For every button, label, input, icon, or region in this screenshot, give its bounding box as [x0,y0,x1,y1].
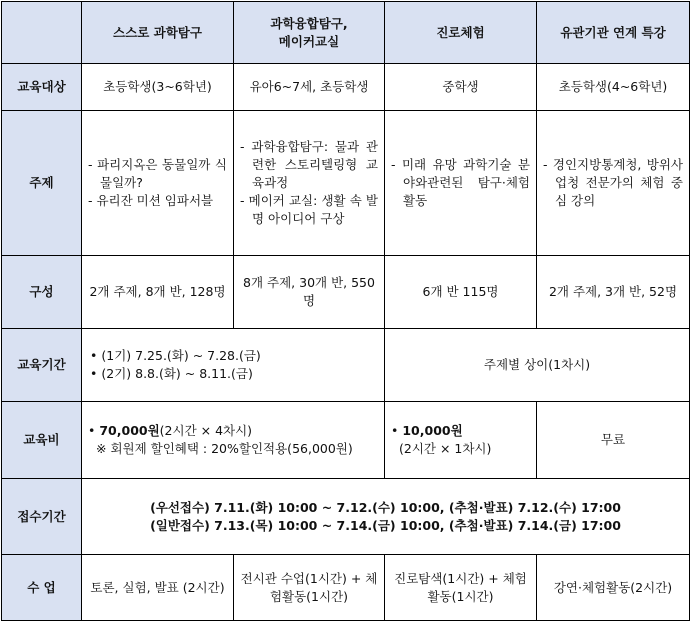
class-c1: 토론, 실험, 발표 (2시간) [82,555,234,621]
composition-c1: 2개 주제, 8개 반, 128명 [82,256,234,329]
fee-c12-detail: (2시간 × 4차시) [159,423,253,438]
reception-line2: (일반접수) 7.13.(목) 10:00 ~ 7.14.(금) 10:00, (추첨·발표) 7.14.(금) 17:00 [150,517,621,533]
header-self-science: 스스로 과학탐구 [82,2,234,64]
row-reception [2,479,690,555]
header-career: 진로체험 [385,2,537,64]
fee-c3 [385,402,537,479]
topic-c2 [234,111,385,256]
topic-c2-item: - 메이커 교실: 생활 속 발명 아이디어 구상 [240,193,379,226]
program-table [1,1,690,621]
label-topic: 주제 [2,111,82,256]
label-reception: 접수기간 [2,479,82,555]
class-c4: 강연·체험활동(2시간) [537,555,690,621]
topic-c1 [82,111,234,256]
target-c1: 초등학생(3~6학년) [82,64,234,111]
composition-c3: 6개 반 115명 [385,256,537,329]
topic-c3-item: - 미래 유망 과학기술 분야와관련된 탐구·체험활동 [391,157,530,208]
topic-c3 [385,111,537,256]
composition-c2: 8개 주제, 30개 반, 550명 [234,256,385,329]
label-composition: 구성 [2,256,82,329]
header-convergence [234,2,385,64]
topic-c2-item: - 과학융합탐구: 물과 관련한 스토리텔링형 교육과정 [240,139,378,190]
fee-c3-amount: 10,000원 [402,423,463,438]
row-topic [2,111,690,256]
header-convergence-line2: 메이커교실 [278,33,340,49]
topic-c1-item: - 파리지옥은 동물일까 식물일까? [88,157,227,190]
reception-line1: (우선접수) 7.11.(화) 10:00 ~ 7.12.(수) 10:00, (추첨·발표) 7.12.(수) 17:00 [150,499,621,515]
fee-c3-detail: (2시간 × 1차시) [399,441,492,456]
topic-c4-item: - 경인지방통계청, 방위사업청 전문가의 체험 중심 강의 [543,157,683,208]
header-special-lecture: 유관기관 연계 특강 [537,2,690,64]
label-fee: 교육비 [2,402,82,479]
period-item: • (2기) 8.8.(화) ~ 8.11.(금) [100,365,378,383]
row-fee [2,402,690,479]
fee-c12 [82,402,385,479]
row-period [2,329,690,402]
target-c2: 유아6~7세, 초등학생 [234,64,385,111]
period-item: • (1기) 7.25.(화) ~ 7.28.(금) [100,347,378,365]
reception-period [82,479,690,555]
period-left [82,329,385,402]
fee-c12-main: • 70,000원(2시간 × 4차시) [88,423,253,438]
fee-c3-main: • 10,000원 [391,423,463,438]
header-corner [2,2,82,64]
period-right: 주제별 상이(1차시) [385,329,690,402]
row-composition [2,256,690,329]
label-target: 교육대상 [2,64,82,111]
label-period: 교육기간 [2,329,82,402]
target-c4: 초등학생(4~6학년) [537,64,690,111]
fee-c12-amount: 70,000원 [99,423,160,438]
header-convergence-line1: 과학융합탐구, [270,15,348,31]
topic-c4 [537,111,690,256]
topic-c1-item: - 유리잔 미션 임파서블 [88,193,214,208]
row-class [2,555,690,621]
row-target [2,64,690,111]
fee-c12-note: ※ 회원제 할인혜택 : 20%할인적용(56,000원) [96,441,353,456]
class-c2: 전시관 수업(1시간) + 체험활동(1시간) [234,555,385,621]
class-c3: 진로탐색(1시간) + 체험활동(1시간) [385,555,537,621]
target-c3: 중학생 [385,64,537,111]
fee-c4: 무료 [537,402,690,479]
composition-c4: 2개 주제, 3개 반, 52명 [537,256,690,329]
header-row [2,2,690,64]
label-class: 수 업 [2,555,82,621]
